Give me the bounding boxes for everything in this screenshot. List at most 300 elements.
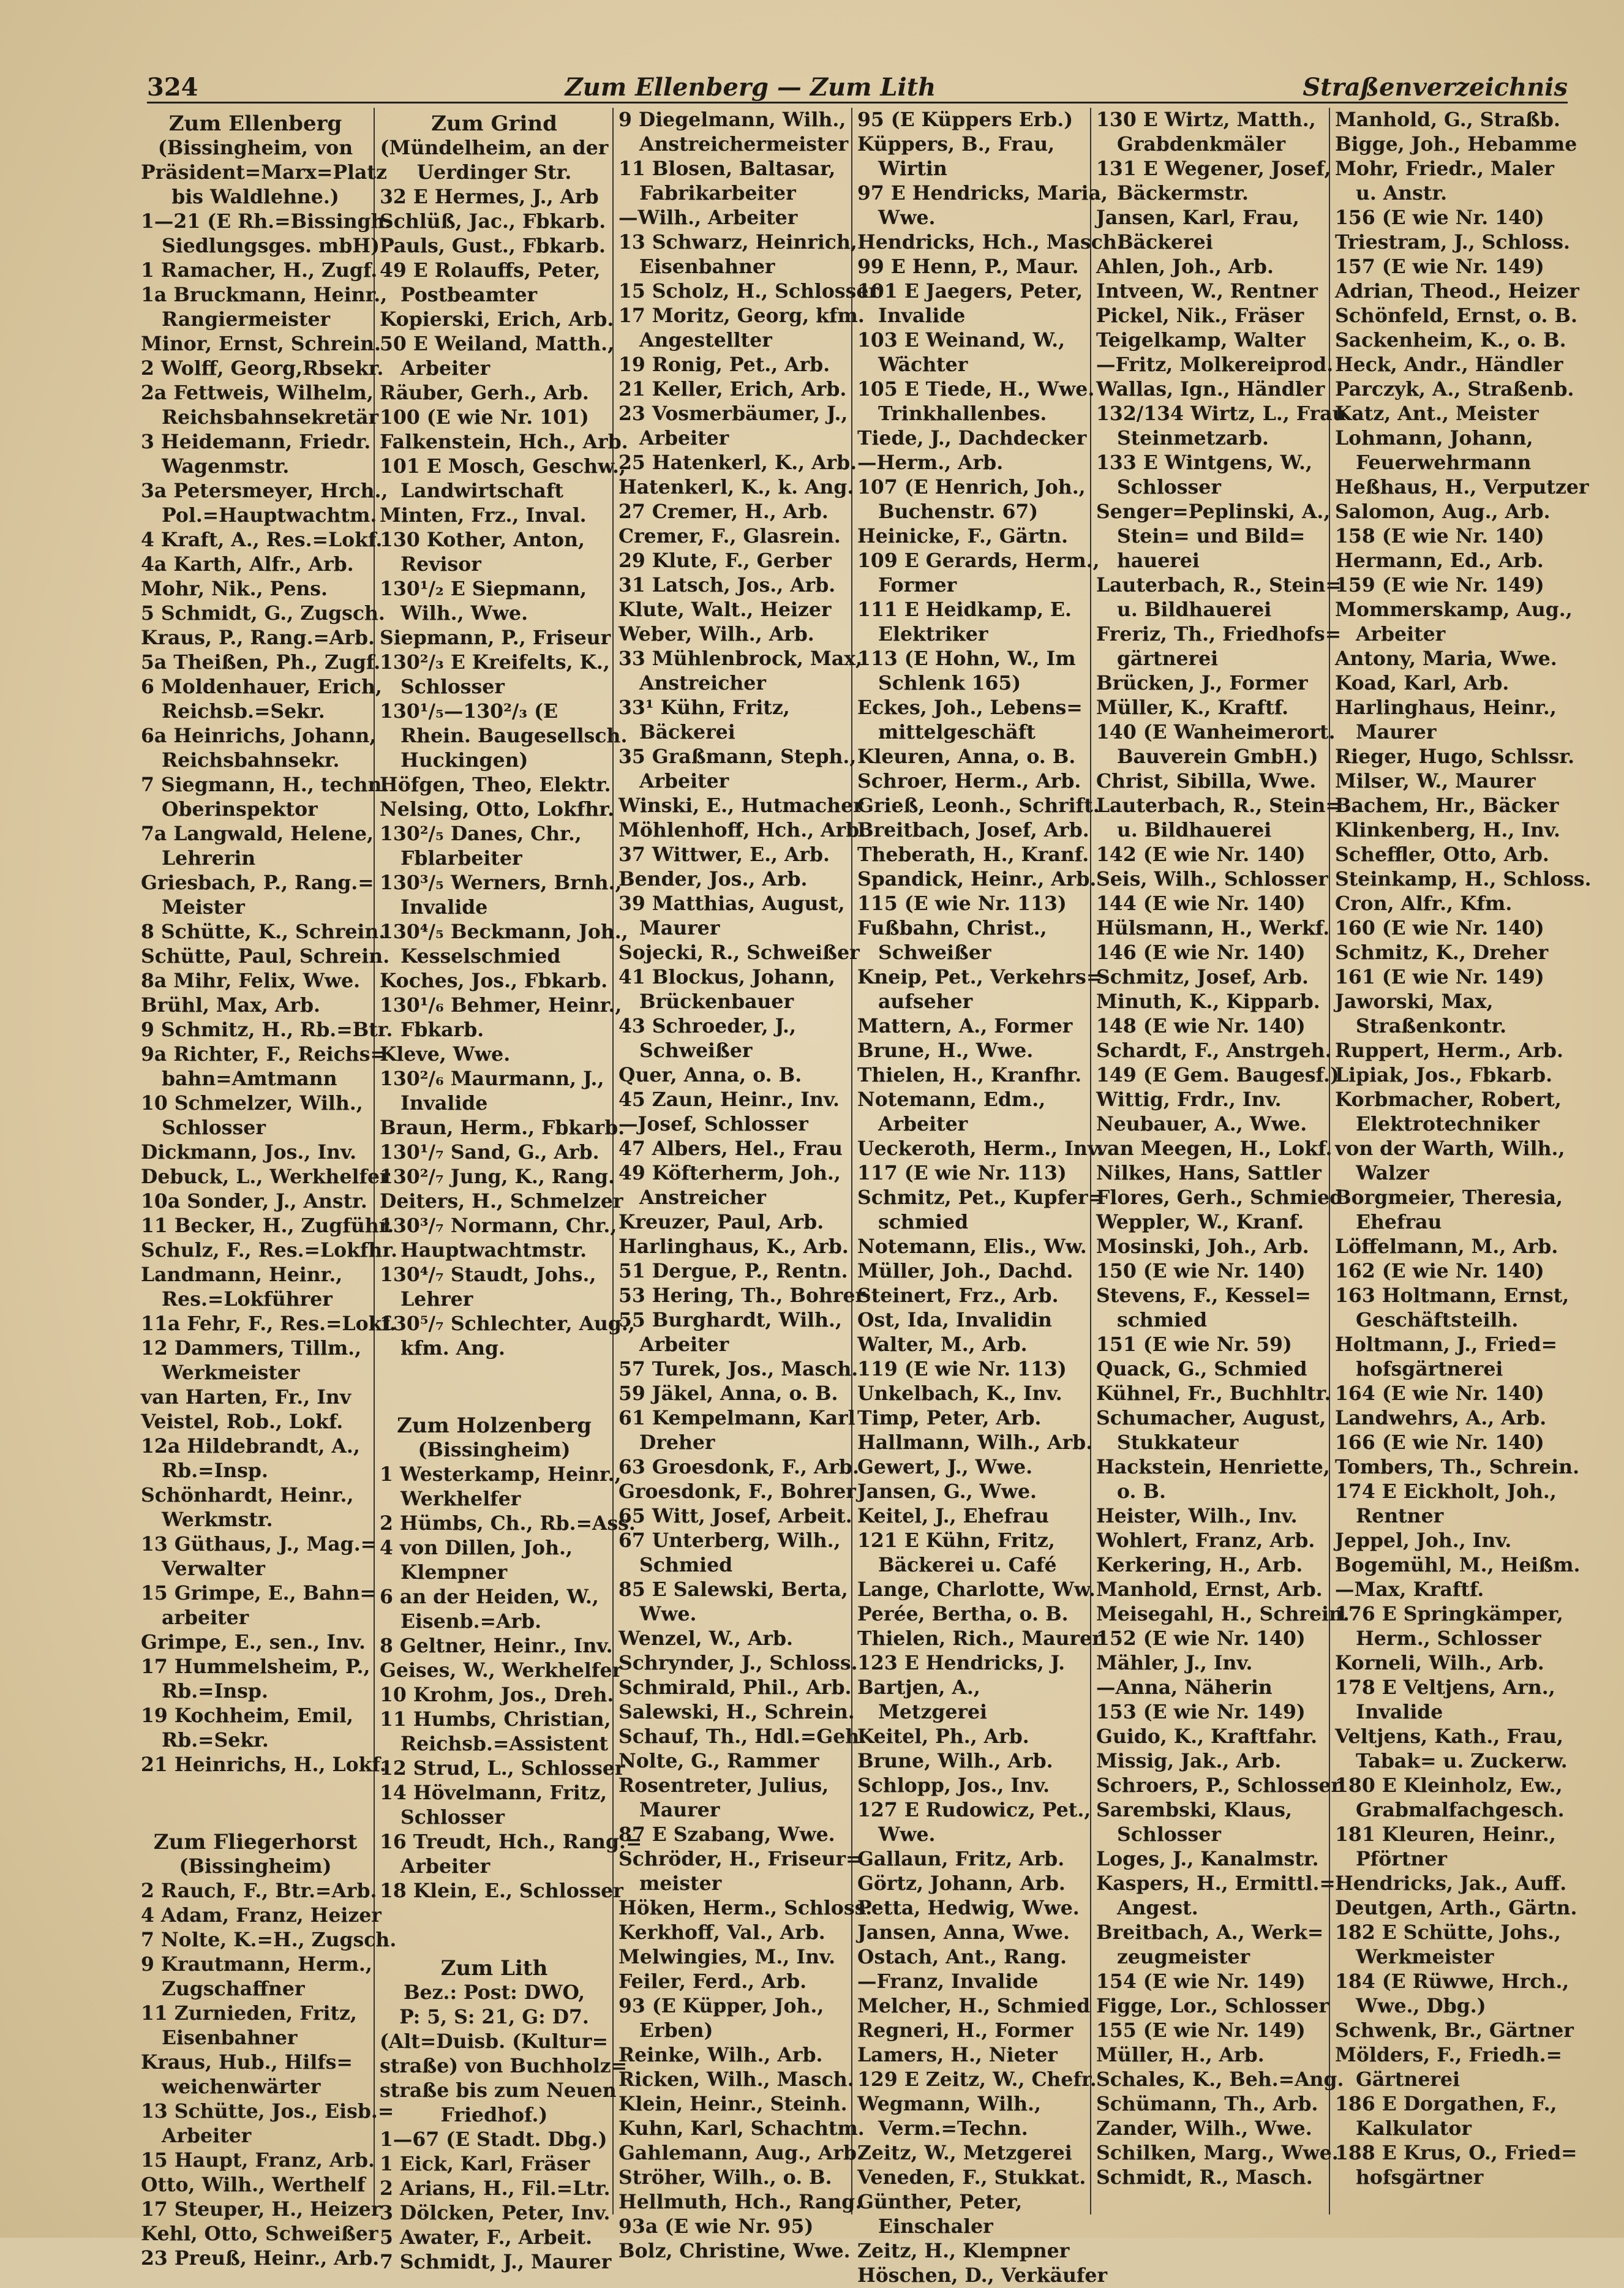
directory-entry: zeugmeister: [1117, 1946, 1250, 1968]
directory-entry: Flores, Gerh., Schmied: [1096, 1186, 1344, 1209]
directory-entry: Pol.=Hauptwachtm.: [162, 504, 377, 527]
directory-entry: 161 (E wie Nr. 149): [1335, 966, 1544, 988]
directory-entry: Landwirtschaft: [400, 480, 564, 502]
directory-entry: 7 Nolte, K.=H., Zugsch.: [141, 1929, 397, 1951]
directory-entry: 2 Arians, H., Fil.=Ltr.: [380, 2177, 611, 2200]
directory-entry: Scheffler, Otto, Arb.: [1335, 843, 1549, 866]
directory-entry: 61 Kempelmann, Karl: [618, 1407, 855, 1429]
directory-entry: 160 (E wie Nr. 140): [1335, 917, 1544, 939]
directory-entry: Christ, Sibilla, Wwe.: [1096, 770, 1317, 792]
directory-entry: u. Anstr.: [1356, 182, 1448, 205]
directory-entry: Triestram, J., Schloss.: [1335, 231, 1570, 254]
directory-entry: Schlosser: [1117, 1823, 1221, 1846]
directory-entry: 13 Schütte, Jos., Eisb.=: [141, 2100, 394, 2123]
directory-entry: Schönfeld, Ernst, o. B.: [1335, 304, 1577, 327]
directory-entry: Mosinski, Joh., Arb.: [1096, 1235, 1309, 1258]
directory-entry: Schmidt, R., Masch.: [1096, 2166, 1313, 2189]
directory-entry: Deiters, H., Schmelzer: [380, 1190, 623, 1213]
directory-entry: Hauptwachtmstr.: [400, 1239, 587, 1262]
directory-entry: Oberinspektor: [162, 798, 318, 821]
directory-entry: Kehl, Otto, Schweißer: [141, 2222, 378, 2245]
directory-entry: Lauterbach, R., Stein=: [1096, 574, 1342, 596]
directory-entry: Schauf, Th., Hdl.=Geh.: [618, 1725, 867, 1748]
directory-entry: Räuber, Gerh., Arb.: [380, 382, 589, 404]
directory-entry: Schütte, Paul, Schrein.: [141, 945, 390, 968]
directory-entry: Schulz, F., Res.=Lokfhr.: [141, 1239, 398, 1262]
directory-entry: Bäckerei: [639, 721, 735, 743]
directory-entry: Metzgerei: [878, 1701, 988, 1723]
directory-entry: 15 Scholz, H., Schlosser: [618, 280, 879, 303]
directory-entry: Walter, M., Arb.: [857, 1333, 1028, 1356]
directory-entry: 12a Hildebrandt, A.,: [141, 1435, 360, 1458]
directory-entry: 12 Dammers, Tillm.,: [141, 1337, 362, 1360]
directory-entry: Fabrikarbeiter: [639, 182, 796, 205]
directory-entry: Keitel, Ph., Arb.: [857, 1725, 1029, 1748]
directory-entry: 163 Holtmann, Ernst,: [1335, 1284, 1569, 1307]
directory-entry: Geises, W., Werkhelfer: [380, 1659, 623, 1682]
directory-entry: Nilkes, Hans, Sattler: [1096, 1162, 1321, 1184]
directory-entry: u. Bildhauerei: [1117, 598, 1272, 621]
directory-entry: 113 (E Hohn, W., Im: [857, 647, 1076, 670]
directory-entry: Guido, K., Kraftfahr.: [1096, 1725, 1318, 1748]
directory-entry: Werkmstr.: [162, 1508, 273, 1531]
directory-entry: Schlosser: [162, 1116, 266, 1139]
directory-entry: Intveen, W., Rentner: [1096, 280, 1318, 303]
directory-entry: 119 (E wie Nr. 113): [857, 1358, 1067, 1380]
directory-entry: mittelgeschäft: [878, 721, 1036, 743]
directory-entry: Anstreichermeister: [639, 133, 849, 156]
directory-entry: 140 (E Wanheimerort.: [1096, 721, 1336, 743]
directory-entry: Fbkarb.: [400, 1018, 484, 1041]
directory-entry: Sojecki, R., Schweißer: [618, 941, 860, 964]
street-heading: Zum Fliegerhorst: [153, 1830, 358, 1854]
directory-entry: Arbeiter: [639, 427, 729, 450]
directory-entry: Müller, K., Kraftf.: [1096, 696, 1289, 719]
directory-entry: Maurer: [639, 917, 720, 939]
directory-entry: weichenwärter: [162, 2075, 321, 2098]
directory-entry: Former: [878, 574, 957, 596]
directory-entry: Antony, Maria, Wwe.: [1335, 647, 1557, 670]
directory-entry: Ströher, Wilh., o. B.: [618, 2166, 832, 2189]
directory-entry: 151 (E wie Nr. 59): [1096, 1333, 1292, 1356]
directory-entry: Breitbach, A., Werk=: [1096, 1921, 1324, 1944]
directory-entry: Ueckeroth, Herm., Inv.: [857, 1137, 1103, 1160]
directory-entry: Schröder, H., Friseur=: [618, 1848, 862, 1870]
directory-entry: 130²/₆ Maurmann, J.,: [380, 1067, 604, 1090]
directory-entry: Nolte, G., Rammer: [618, 1750, 819, 1772]
section-title: Straßenverzeichnis: [1303, 73, 1568, 102]
directory-entry: 130¹/₅—130²/₃ (E: [380, 700, 558, 723]
directory-entry: 97 E Hendricks, Maria,: [857, 182, 1108, 205]
directory-entry: Kreuzer, Paul, Arb.: [618, 1211, 824, 1233]
directory-entry: 12 Strud, L., Schlosser: [380, 1757, 625, 1780]
directory-entry: Schönhardt, Heinr.,: [141, 1484, 354, 1507]
street-heading: Zum Grind: [431, 111, 557, 136]
directory-entry: Korneli, Wilh., Arb.: [1335, 1652, 1544, 1674]
directory-entry: Arbeiter: [1356, 623, 1446, 645]
directory-entry: 180 E Kleinholz, Ew.,: [1335, 1774, 1563, 1797]
directory-entry: 186 E Dorgathen, F.,: [1335, 2093, 1557, 2115]
directory-entry: (Bissingheim): [179, 1855, 332, 1878]
directory-entry: Elektrotechniker: [1356, 1113, 1540, 1135]
directory-entry: Lauterbach, R., Stein=: [1096, 794, 1342, 817]
directory-entry: Schmitz, Pet., Kupfer=: [857, 1186, 1105, 1209]
directory-entry: Tiede, J., Dachdecker: [857, 427, 1087, 450]
directory-entry: Kraus, P., Rang.=Arb.: [141, 627, 375, 649]
directory-entry: Jansen, Anna, Wwe.: [857, 1921, 1070, 1944]
directory-entry: 6 an der Heiden, W.,: [380, 1586, 599, 1608]
directory-entry: Lehrerin: [162, 847, 256, 870]
directory-entry: (Mündelheim, an der: [380, 137, 609, 159]
directory-entry: Regneri, H., Former: [857, 2019, 1073, 2042]
directory-entry: Bogemühl, M., Heißm.: [1335, 1554, 1581, 1576]
directory-entry: Heßhaus, H., Verputzer: [1335, 476, 1589, 499]
directory-entry: Hackstein, Henriette,: [1096, 1456, 1330, 1478]
directory-entry: Schlosser: [1117, 476, 1221, 499]
directory-entry: Ahlen, Joh., Arb.: [1096, 255, 1274, 278]
directory-entry: Eckes, Joh., Lebens=: [857, 696, 1083, 719]
directory-entry: 5 Awater, F., Arbeit.: [380, 2226, 593, 2249]
directory-entry: Rb.=Sekr.: [162, 1729, 269, 1752]
directory-entry: Angest.: [1117, 1897, 1198, 1919]
directory-entry: 178 E Veltjens, Arn.,: [1335, 1676, 1555, 1699]
directory-entry: Sackenheim, K., o. B.: [1335, 329, 1566, 352]
directory-entry: Grabdenkmäler: [1117, 133, 1286, 156]
directory-entry: Rentner: [1356, 1505, 1444, 1527]
directory-entry: Werkmeister: [162, 1361, 300, 1384]
directory-entry: 115 (E wie Nr. 113): [857, 892, 1067, 915]
directory-entry: —Josef, Schlosser: [618, 1113, 808, 1135]
directory-entry: 49 E Rolauffs, Peter,: [380, 259, 601, 282]
directory-entry: 19 Ronig, Pet., Arb.: [618, 353, 830, 376]
spacer: [141, 1802, 370, 1826]
directory-entry: 51 Dergue, P., Rentn.: [618, 1260, 848, 1282]
directory-entry: Weppler, W., Kranf.: [1096, 1211, 1304, 1233]
directory-entry: 111 E Heidkamp, E.: [857, 598, 1072, 621]
directory-entry: Griesbach, P., Rang.=: [141, 871, 374, 894]
directory-entry: Ricken, Wilh., Masch.: [618, 2068, 854, 2091]
directory-entry: 21 Keller, Erich, Arb.: [618, 378, 847, 401]
spacer: [380, 1903, 609, 1928]
directory-entry: 99 E Henn, P., Maur.: [857, 255, 1079, 278]
directory-entry: straße) von Buchholz=: [380, 2055, 628, 2077]
directory-entry: Dreher: [639, 1431, 715, 1454]
directory-entry: Steinmetzarb.: [1117, 427, 1269, 450]
directory-entry: Bigge, Joh., Hebamme: [1335, 133, 1577, 156]
directory-entry: Steinert, Frz., Arb.: [857, 1284, 1059, 1307]
directory-entry: Gewert, J., Wwe.: [857, 1456, 1033, 1478]
directory-entry: Trinkhallenbes.: [878, 402, 1047, 425]
directory-entry: 43 Schroeder, J.,: [618, 1015, 796, 1037]
directory-entry: 162 (E wie Nr. 140): [1335, 1260, 1544, 1282]
directory-entry: Höken, Herm., Schloss.: [618, 1897, 873, 1919]
directory-entry: Hallmann, Wilh., Arb.: [857, 1431, 1093, 1454]
street-heading: Zum Ellenberg: [168, 111, 342, 136]
page-number: 324: [147, 73, 198, 102]
directory-entry: Schroer, Herm., Arb.: [857, 770, 1081, 792]
directory-entry: Wallas, Ign., Händler: [1096, 378, 1325, 401]
directory-entry: Koches, Jos., Fbkarb.: [380, 969, 608, 992]
directory-entry: 176 E Springkämper,: [1335, 1603, 1563, 1625]
directory-entry: Deutgen, Arth., Gärtn.: [1335, 1897, 1577, 1919]
directory-entry: 1 Westerkamp, Heinr.,: [380, 1463, 622, 1486]
directory-entry: Arbeiter: [639, 1333, 729, 1356]
directory-entry: 65 Witt, Josef, Arbeit.: [618, 1505, 852, 1527]
directory-entry: 23 Preuß, Heinr., Arb.: [141, 2247, 380, 2270]
directory-entry: (Alt=Duisb. (Kultur=: [380, 2030, 609, 2053]
directory-entry: 47 Albers, Hel., Frau: [618, 1137, 843, 1160]
directory-entry: Friedhof.): [440, 2104, 548, 2126]
directory-entry: 152 (E wie Nr. 140): [1096, 1627, 1306, 1650]
directory-entry: Gahlemann, Aug., Arb.: [618, 2142, 863, 2164]
directory-entry: 130¹/₇ Sand, G., Arb.: [380, 1141, 600, 1164]
directory-entry: Schümann, Th., Arb.: [1096, 2093, 1318, 2115]
directory-entry: 130²/₅ Danes, Chr.,: [380, 822, 582, 845]
directory-entry: 2 Rauch, F., Btr.=Arb.: [141, 1880, 377, 1902]
directory-entry: Meisegahl, H., Schrein.: [1096, 1603, 1350, 1625]
directory-entry: Eisenbahner: [162, 2026, 298, 2049]
directory-entry: 130 Kother, Anton,: [380, 529, 585, 551]
directory-entry: Wwe.: [639, 1603, 697, 1625]
directory-entry: Rosentreter, Julius,: [618, 1774, 829, 1797]
directory-entry: 174 E Eickholt, Joh.,: [1335, 1480, 1557, 1503]
directory-entry: Parczyk, A., Straßenb.: [1335, 378, 1574, 401]
directory-entry: Eisenb.=Arb.: [400, 1610, 542, 1633]
directory-entry: Schmied: [639, 1554, 733, 1576]
directory-entry: 6 Moldenhauer, Erich,: [141, 675, 382, 698]
directory-entry: 107 (E Henrich, Joh.,: [857, 476, 1086, 499]
directory-entry: aufseher: [878, 990, 973, 1013]
directory-entry: Arbeiter: [639, 770, 729, 792]
directory-entry: Braun, Herm., Fbkarb.: [380, 1116, 625, 1139]
directory-entry: Manhold, Ernst, Arb.: [1096, 1578, 1323, 1601]
directory-entry: Anstreicher: [639, 672, 766, 694]
directory-entry: 59 Jäkel, Anna, o. B.: [618, 1382, 838, 1405]
directory-entry: 129 E Zeitz, W., Chefr.: [857, 2068, 1097, 2091]
directory-entry: von der Warth, Wilh.,: [1335, 1137, 1565, 1160]
directory-entry: Bauverein GmbH.): [1117, 745, 1318, 768]
directory-entry: Groesdonk, F., Bohrer: [618, 1480, 856, 1503]
page-title: Zum Ellenberg — Zum Lith: [565, 73, 936, 102]
directory-entry: Neubauer, A., Wwe.: [1096, 1113, 1307, 1135]
directory-entry: Schweißer: [878, 941, 991, 964]
directory-entry: Kleuren, Anna, o. B.: [857, 745, 1076, 768]
directory-entry: 127 E Rudowicz, Pet.,: [857, 1799, 1091, 1821]
directory-entry: Rb.=Insp.: [162, 1459, 268, 1482]
directory-entry: Ehefrau: [1356, 1211, 1442, 1233]
column-3: [614, 108, 879, 2262]
directory-entry: schmied: [1117, 1309, 1208, 1331]
directory-entry: Manhold, G., Straßb.: [1335, 108, 1560, 131]
directory-entry: 29 Klute, F., Gerber: [618, 549, 832, 572]
directory-entry: Jaworski, Max,: [1335, 990, 1494, 1013]
directory-entry: Seis, Wilh., Schlosser: [1096, 868, 1328, 890]
directory-entry: Maurer: [639, 1799, 720, 1821]
directory-entry: Brune, H., Wwe.: [857, 1039, 1034, 1062]
directory-entry: Jansen, Karl, Frau,: [1096, 206, 1299, 229]
directory-entry: Tombers, Th., Schrein.: [1335, 1456, 1580, 1478]
directory-entry: 13 Güthaus, J., Mag.=: [141, 1533, 377, 1556]
directory-entry: 4 Adam, Franz, Heizer: [141, 1904, 382, 1927]
directory-entry: 31 Latsch, Jos., Arb.: [618, 574, 836, 596]
directory-entry: Zugschaffner: [162, 1978, 305, 2000]
directory-entry: Spandick, Heinr., Arb.: [857, 868, 1097, 890]
directory-entry: 8 Geltner, Heinr., Inv.: [380, 1635, 613, 1657]
directory-entry: Hermann, Ed., Arb.: [1335, 549, 1544, 572]
directory-entry: Heister, Wilh., Inv.: [1096, 1505, 1298, 1527]
directory-entry: Günther, Peter,: [857, 2191, 1023, 2213]
directory-entry: Tabak= u. Zuckerw.: [1356, 1750, 1568, 1772]
directory-entry: 7a Langwald, Helene,: [141, 822, 374, 845]
directory-entry: 10a Sonder, J., Anstr.: [141, 1190, 367, 1213]
directory-entry: Harlinghaus, K., Arb.: [618, 1235, 849, 1258]
directory-entry: Rangiermeister: [162, 308, 331, 331]
directory-entry: Mattern, A., Former: [857, 1015, 1073, 1037]
directory-entry: Dickmann, Jos., Inv.: [141, 1141, 357, 1164]
directory-entry: Ostach, Ant., Rang.: [857, 1946, 1067, 1968]
directory-entry: 100 (E wie Nr. 101): [380, 406, 589, 429]
directory-entry: Kleve, Wwe.: [380, 1043, 511, 1066]
directory-entry: Heinicke, F., Gärtn.: [857, 525, 1069, 548]
directory-entry: Bartjen, A.,: [857, 1676, 980, 1699]
directory-entry: Hülsmann, H., Werkf.: [1096, 917, 1330, 939]
directory-entry: 4a Karth, Alfr., Arb.: [141, 553, 354, 576]
directory-entry: Verm.=Techn.: [878, 2117, 1028, 2140]
directory-entry: 27 Cremer, H., Arb.: [618, 500, 829, 523]
directory-entry: Otto, Wilh., Werthelf: [141, 2173, 366, 2196]
directory-entry: Meister: [162, 896, 245, 919]
directory-entry: Mohr, Friedr., Maler: [1335, 157, 1554, 180]
directory-entry: Wilh., Wwe.: [400, 602, 528, 625]
directory-entry: 3a Petersmeyer, Hrch.,: [141, 480, 388, 502]
directory-entry: 101 E Jaegers, Peter,: [857, 280, 1083, 303]
directory-entry: Mohr, Nik., Pens.: [141, 578, 328, 600]
directory-entry: 10 Krohm, Jos., Dreh.: [380, 1684, 614, 1706]
directory-entry: 11 Zurnieden, Fritz,: [141, 2002, 357, 2025]
directory-entry: Mölders, F., Friedh.=: [1335, 2044, 1562, 2066]
directory-entry: Melwingies, M., Inv.: [618, 1946, 836, 1968]
directory-entry: Wegmann, Wilh.,: [857, 2093, 1041, 2115]
directory-entry: Unkelbach, K., Inv.: [857, 1382, 1062, 1405]
directory-entry: 10 Schmelzer, Wilh.,: [141, 1092, 363, 1115]
street-heading: Zum Holzenberg: [397, 1413, 592, 1438]
directory-entry: Müller, Joh., Dachd.: [857, 1260, 1073, 1282]
directory-entry: Zander, Wilh., Wwe.: [1096, 2117, 1312, 2140]
directory-entry: Kalkulator: [1356, 2117, 1472, 2140]
directory-entry: 149 (E Gem. Baugesf.): [1096, 1064, 1339, 1086]
directory-entry: Bachem, Hr., Bäcker: [1335, 794, 1559, 817]
directory-entry: 148 (E wie Nr. 140): [1096, 1015, 1306, 1037]
directory-entry: Bäckermstr.: [1117, 182, 1249, 205]
directory-entry: 85 E Salewski, Berta,: [618, 1578, 848, 1601]
directory-entry: Zeitz, H., Klempner: [857, 2240, 1070, 2262]
directory-entry: Müller, H., Arb.: [1096, 2044, 1265, 2066]
directory-entry: Grimpe, E., sen., Inv.: [141, 1631, 366, 1654]
directory-entry: Wohlert, Franz, Arb.: [1096, 1529, 1315, 1552]
directory-entry: Timp, Peter, Arb.: [857, 1407, 1042, 1429]
directory-entry: 154 (E wie Nr. 149): [1096, 1970, 1306, 1993]
directory-entry: Gärtnerei: [1356, 2068, 1460, 2091]
directory-entry: Schmitz, Josef, Arb.: [1096, 966, 1309, 988]
spacer: [380, 1928, 609, 1952]
directory-entry: van Meegen, H., Lokf.: [1096, 1137, 1333, 1160]
directory-entry: 156 (E wie Nr. 140): [1335, 206, 1544, 229]
directory-entry: Walzer: [1356, 1162, 1429, 1184]
directory-entry: 18 Klein, E., Schlosser: [380, 1880, 623, 1902]
directory-entry: Veneden, F., Stukkat.: [857, 2166, 1086, 2189]
directory-entry: Görtz, Johann, Arb.: [857, 1872, 1066, 1895]
directory-entry: Revisor: [400, 553, 481, 576]
directory-entry: Perée, Bertha, o. B.: [857, 1603, 1069, 1625]
directory-entry: gärtnerei: [1117, 647, 1219, 670]
directory-entry: 133 E Wintgens, W.,: [1096, 451, 1312, 474]
directory-entry: 17 Hummelsheim, P.,: [141, 1655, 370, 1678]
directory-entry: Kneip, Pet., Verkehrs=: [857, 966, 1103, 988]
directory-entry: Wwe.: [878, 206, 936, 229]
directory-entry: 130 E Wirtz, Matth.,: [1096, 108, 1316, 131]
directory-entry: Bäckerei u. Café: [878, 1554, 1057, 1576]
directory-entry: Reinke, Wilh., Arb.: [618, 2044, 823, 2066]
directory-entry: Küppers, B., Frau,: [857, 133, 1055, 156]
directory-entry: Lamers, H., Nieter: [857, 2044, 1058, 2066]
spacer: [141, 1777, 370, 1802]
directory-entry: 87 E Szabang, Wwe.: [618, 1823, 835, 1846]
directory-entry: 57 Turek, Jos., Masch.: [618, 1358, 859, 1380]
directory-entry: Klempner: [400, 1561, 508, 1584]
directory-entry: Teigelkamp, Walter: [1096, 329, 1306, 352]
directory-entry: 32 E Hermes, J., Arb: [380, 186, 599, 208]
directory-entry: Rieger, Hugo, Schlssr.: [1335, 745, 1575, 768]
directory-entry: 130⁵/₇ Schlechter, Aug.,: [380, 1312, 635, 1335]
directory-entry: Heck, Andr., Händler: [1335, 353, 1563, 376]
directory-entry: (Bissingheim, von: [157, 137, 353, 159]
directory-entry: 95 (E Küppers Erb.): [857, 108, 1073, 131]
directory-entry: Stevens, F., Kessel=: [1096, 1284, 1311, 1307]
directory-entry: 25 Hatenkerl, K., Arb.: [618, 451, 857, 474]
directory-entry: —Wilh., Arbeiter: [618, 206, 798, 229]
directory-entry: Thielen, Rich., Maurer: [857, 1627, 1102, 1650]
directory-entry: schmied: [878, 1211, 969, 1233]
directory-entry: Invalide: [1356, 1701, 1443, 1723]
column-5: [1091, 108, 1350, 2215]
directory-entry: 105 E Tiede, H., Wwe.: [857, 378, 1095, 401]
directory-entry: 130¹/₂ E Siepmann,: [380, 578, 587, 600]
directory-entry: meister: [639, 1872, 722, 1895]
directory-entry: 101 E Mosch, Geschw.,: [380, 455, 626, 478]
directory-entry: 11 Becker, H., Zugführ.: [141, 1214, 394, 1237]
directory-entry: 21 Heinrichs, H., Lokf.: [141, 1753, 386, 1776]
directory-entry: Grieß, Leonh., Schrift.: [857, 794, 1100, 817]
directory-entry: 93a (E wie Nr. 95): [618, 2215, 814, 2238]
directory-entry: 181 Kleuren, Heinr.,: [1335, 1823, 1556, 1846]
directory-entry: Borgmeier, Theresia,: [1335, 1186, 1563, 1209]
directory-entry: 8a Mihr, Felix, Wwe.: [141, 969, 361, 992]
directory-entry: 1—21 (E Rh.=Bissingh.: [141, 210, 392, 233]
directory-entry: Siedlungsges. mbH): [162, 235, 380, 257]
directory-entry: 33¹ Kühn, Fritz,: [618, 696, 790, 719]
directory-entry: 17 Moritz, Georg, kfm.: [618, 304, 865, 327]
directory-entry: Arbeiter: [162, 2124, 252, 2147]
directory-entry: 155 (E wie Nr. 149): [1096, 2019, 1306, 2042]
directory-entry: Theberath, H., Kranf.: [857, 843, 1089, 866]
directory-entry: Schilken, Marg., Wwe.: [1096, 2142, 1339, 2164]
directory-entry: Wittig, Frdr., Inv.: [1096, 1088, 1282, 1111]
directory-entry: 2 Hümbs, Ch., Rb.=Ass.: [380, 1512, 636, 1535]
directory-entry: Reichsbahnsekretär: [162, 406, 379, 429]
directory-entry: 188 E Krus, O., Fried=: [1335, 2142, 1577, 2164]
directory-entry: Stein= und Bild=: [1117, 525, 1306, 548]
directory-entry: Figge, Lor., Schlosser: [1096, 1995, 1329, 2017]
